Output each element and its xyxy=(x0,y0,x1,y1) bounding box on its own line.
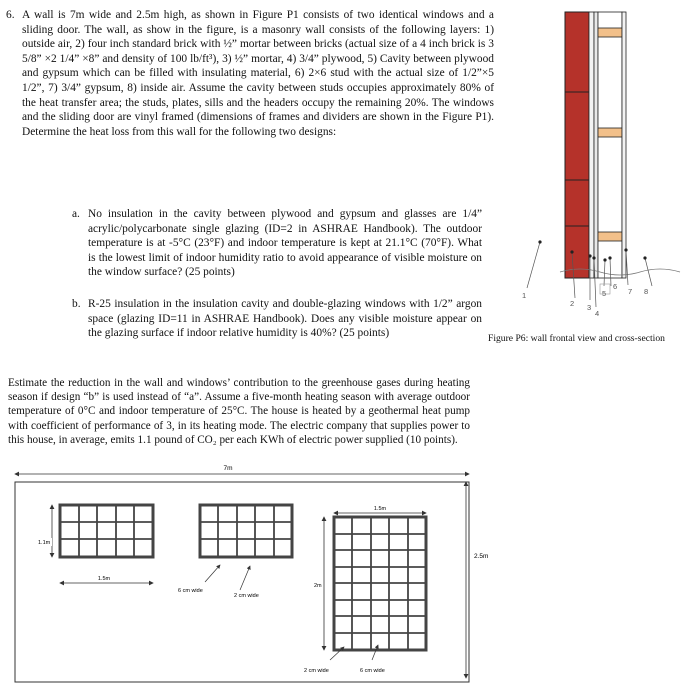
door-frame-label: 6 cm wide xyxy=(360,668,385,674)
layer-label-2: 2 xyxy=(570,299,575,308)
layer-label-3: 3 xyxy=(587,303,592,312)
layer-label-5: 5 xyxy=(602,289,607,298)
part-a-label: a. xyxy=(72,208,80,220)
window-left xyxy=(60,505,153,557)
wall-height-label: 2.5m xyxy=(474,553,489,560)
estimate-paragraph: Estimate the reduction in the wall and windows’ contribution to the greenhouse gases during heating season if design “b” is used instead of “a”. Assume a five-month heating season with average outdoor temperature of 0°C and indoor temperature of 25°C. The house is heated by a geothermal heat pump with coefficient of performance of 3, in its heating mode. The electric company that supplies power to this house, in average, emits 1.1 pound of CO₂ per each KWh of electric power supplied (10 points). xyxy=(8,377,470,446)
sliding-door xyxy=(334,517,426,650)
stud-middle xyxy=(598,128,622,137)
problem-intro: A wall is 7m wide and 2.5m high, as shown in Figure P1 consists of two identical windows and a sliding door. The wall, as show in the figure, is a masonry wall consists of the following layers: 1) outside air, 2) four inch standard brick with ½” mortar between bricks (actual size of a 4 inch brick is 3 5/8” ×2 1/4” ×8” and density of 100 lb/ft³), 3) ½” mortar, 4) 3/4” plywood, 5) Cavity between plywood and gypsum which can be filled with insulating material, 6) 2×6 stud with the actual size of 1/2”×5 1/2”, 7) 3/4” gypsum, 8) inside air. Assume the cavity between studs occupies approximately 80% of the heat transfer area; the studs, plates, sills and the headers occupy the remaining 20%. The windows and the sliding door are vinyl framed (dimensions of frames and dividers are shown in the Figure P1). Determine the heat loss from this wall for the following two designs: xyxy=(22,9,494,138)
figure-caption: Figure P6: wall frontal view and cross-section xyxy=(488,333,665,344)
wall-cross-section xyxy=(505,4,695,324)
layer-label-8: 8 xyxy=(644,287,649,296)
door-height-label: 2m xyxy=(314,583,322,589)
window-right xyxy=(200,505,292,557)
frame-width-label: 6 cm wide xyxy=(178,588,203,594)
brick-layer xyxy=(565,12,589,278)
door-width-label: 1.5m xyxy=(373,506,387,512)
mortar-layer xyxy=(589,12,594,278)
wall-width-label: 7m xyxy=(223,465,233,472)
layer-label-7: 7 xyxy=(628,287,633,296)
wall-outline xyxy=(15,482,469,682)
part-b xyxy=(72,297,482,341)
gypsum-layer xyxy=(622,12,626,278)
door-divider-label: 2 cm wide xyxy=(304,668,329,674)
plywood-layer xyxy=(594,12,598,278)
layer-label-1: 1 xyxy=(522,291,527,300)
stud-top xyxy=(598,28,622,37)
stud-bottom xyxy=(598,232,622,241)
part-b-label: b. xyxy=(72,298,81,310)
window-width-label: 1.5m xyxy=(97,576,111,582)
wall-frontal-view xyxy=(0,462,500,689)
part-a xyxy=(72,207,482,280)
window-height-label: 1.1m xyxy=(38,540,51,546)
layer-label-4: 4 xyxy=(595,309,600,318)
divider-width-label: 2 cm wide xyxy=(234,593,259,599)
problem-6 xyxy=(6,8,494,139)
problem-number: 6. xyxy=(6,9,15,21)
part-b-text: R-25 insulation in the insulation cavity and double-glazing windows with 1/2” argon space (glazing ID=11 in ASHRAE Handbook). Does any visible moisture appear on the glazing surface if indoor relative humidity is 40%? (25 points) xyxy=(88,298,482,340)
part-a-text: No insulation in the cavity between plywood and gypsum and glasses are 1/4” acrylic/polycarbonate single glazing (ID=2 in ASHRAE Handbook). The outdoor temperature is at -5°C (23°F) and indoor temperature is kept at 21.1°C (70°F). What is the lowest limit of indoor humidity ratio to avoid appearance of visible moisture on the window surface? (25 points) xyxy=(88,208,482,279)
layer-label-6: 6 xyxy=(613,282,618,291)
